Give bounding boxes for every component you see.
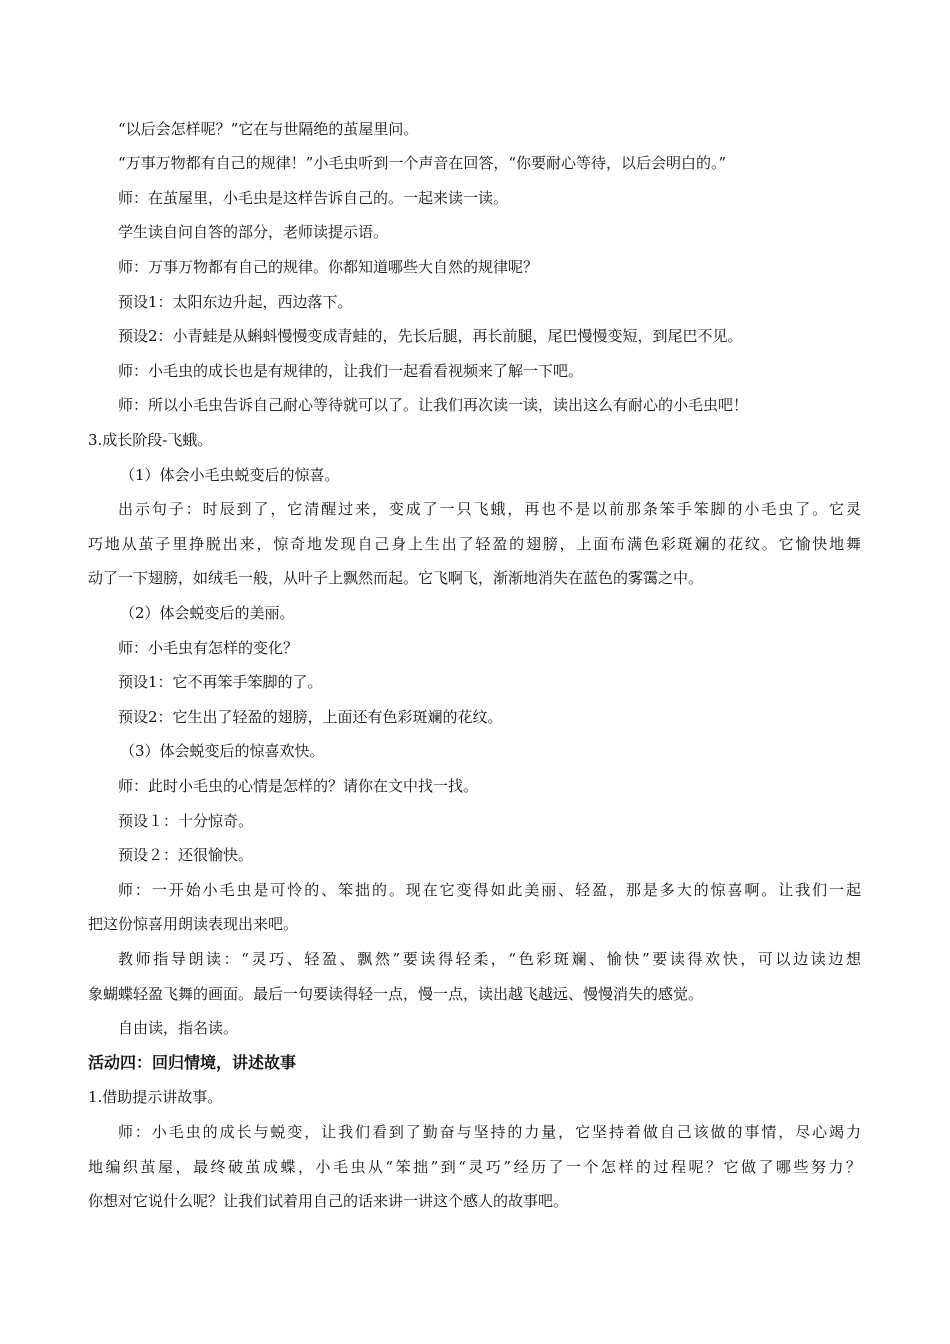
paragraph-line: 预设1：太阳东边升起，西边落下。 bbox=[118, 293, 353, 311]
subsection-heading: （1）体会小毛虫蜕变后的惊喜。 bbox=[120, 466, 340, 484]
paragraph-line: 预设2：它生出了轻盈的翅膀，上面还有色彩斑斓的花纹。 bbox=[118, 708, 503, 726]
paragraph-line: 师：此时小毛虫的心情是怎样的？请你在文中找一找。 bbox=[118, 777, 479, 795]
paragraph-line: 把这份惊喜用朗读表现出来吧。 bbox=[88, 915, 299, 933]
paragraph-line: 预设１：十分惊奇。 bbox=[118, 812, 254, 830]
paragraph-line: 师：小毛虫的成长也是有规律的，让我们一起看看视频来了解一下吧。 bbox=[118, 362, 584, 380]
subsection-heading: （2）体会蜕变后的美丽。 bbox=[120, 604, 295, 622]
paragraph-line: “以后会怎样呢？”它在与世隔绝的茧屋里问。 bbox=[118, 120, 419, 138]
paragraph-line: 预设1：它不再笨手笨脚的了。 bbox=[118, 673, 323, 691]
paragraph-line: 师：万事万物都有自己的规律。你都知道哪些大自然的规律呢？ bbox=[118, 258, 539, 276]
subsection-heading: （3）体会蜕变后的惊喜欢快。 bbox=[120, 742, 325, 760]
paragraph-line: 出示句子：时辰到了，它清醒过来，变成了一只飞蛾，再也不是以前那条笨手笨脚的小毛虫了。它灵 bbox=[118, 500, 861, 518]
activity-heading: 活动四：回归情境，讲述故事 bbox=[88, 1053, 297, 1072]
paragraph-line: 动了一下翅膀，如绒毛一般，从叶子上飘然而起。它飞啊飞，渐渐地消失在蓝色的雾霭之中。 bbox=[88, 569, 704, 587]
paragraph-line: 自由读，指名读。 bbox=[118, 1019, 239, 1037]
paragraph-line: 象蝴蝶轻盈飞舞的画面。最后一句要读得轻一点，慢一点，读出越飞越远、慢慢消失的感觉。 bbox=[88, 985, 704, 1003]
paragraph-line: 你想对它说什么呢？让我们试着用自己的话来讲一讲这个感人的故事吧。 bbox=[88, 1192, 569, 1210]
paragraph-line: 巧地从茧子里挣脱出来，惊奇地发现自己身上生出了轻盈的翅膀，上面布满色彩斑斓的花纹。它愉快地舞 bbox=[88, 535, 861, 553]
paragraph-line: 师：小毛虫的成长与蜕变，让我们看到了勤奋与坚持的力量，它坚持着做自己该做的事情，尽心竭力 bbox=[118, 1123, 861, 1141]
paragraph-line: 师：在茧屋里，小毛虫是这样告诉自己的。一起来读一读。 bbox=[118, 189, 509, 207]
section-heading: 1.借助提示讲故事。 bbox=[88, 1088, 223, 1106]
paragraph-line: 教师指导朗读：“灵巧、轻盈、飘然”要读得轻柔，“色彩斑斓、愉快”要读得欢快，可以边读边想 bbox=[118, 950, 861, 968]
section-heading: 3.成长阶段-飞蛾。 bbox=[88, 431, 213, 449]
paragraph-line: 师：一开始小毛虫是可怜的、笨拙的。现在它变得如此美丽、轻盈，那是多大的惊喜啊。让我们一起 bbox=[118, 881, 861, 899]
paragraph-line: “万事万物都有自己的规律！”小毛虫听到一个声音在回答，“你要耐心等待，以后会明白的。” bbox=[118, 154, 727, 172]
paragraph-line: 师：小毛虫有怎样的变化？ bbox=[118, 639, 299, 657]
paragraph-line: 预设2：小青蛙是从蝌蚪慢慢变成青蛙的，先长后腿，再长前腿，尾巴慢慢变短，到尾巴不见。 bbox=[118, 327, 743, 345]
paragraph-line: 预设２：还很愉快。 bbox=[118, 846, 254, 864]
paragraph-line: 学生读自问自答的部分，老师读提示语。 bbox=[118, 223, 389, 241]
paragraph-line: 地编织茧屋，最终破茧成蝶，小毛虫从“笨拙”到“灵巧”经历了一个怎样的过程呢？它做了哪些努力？ bbox=[88, 1158, 861, 1176]
paragraph-line: 师：所以小毛虫告诉自己耐心等待就可以了。让我们再次读一读，读出这么有耐心的小毛虫吧！ bbox=[118, 396, 749, 414]
